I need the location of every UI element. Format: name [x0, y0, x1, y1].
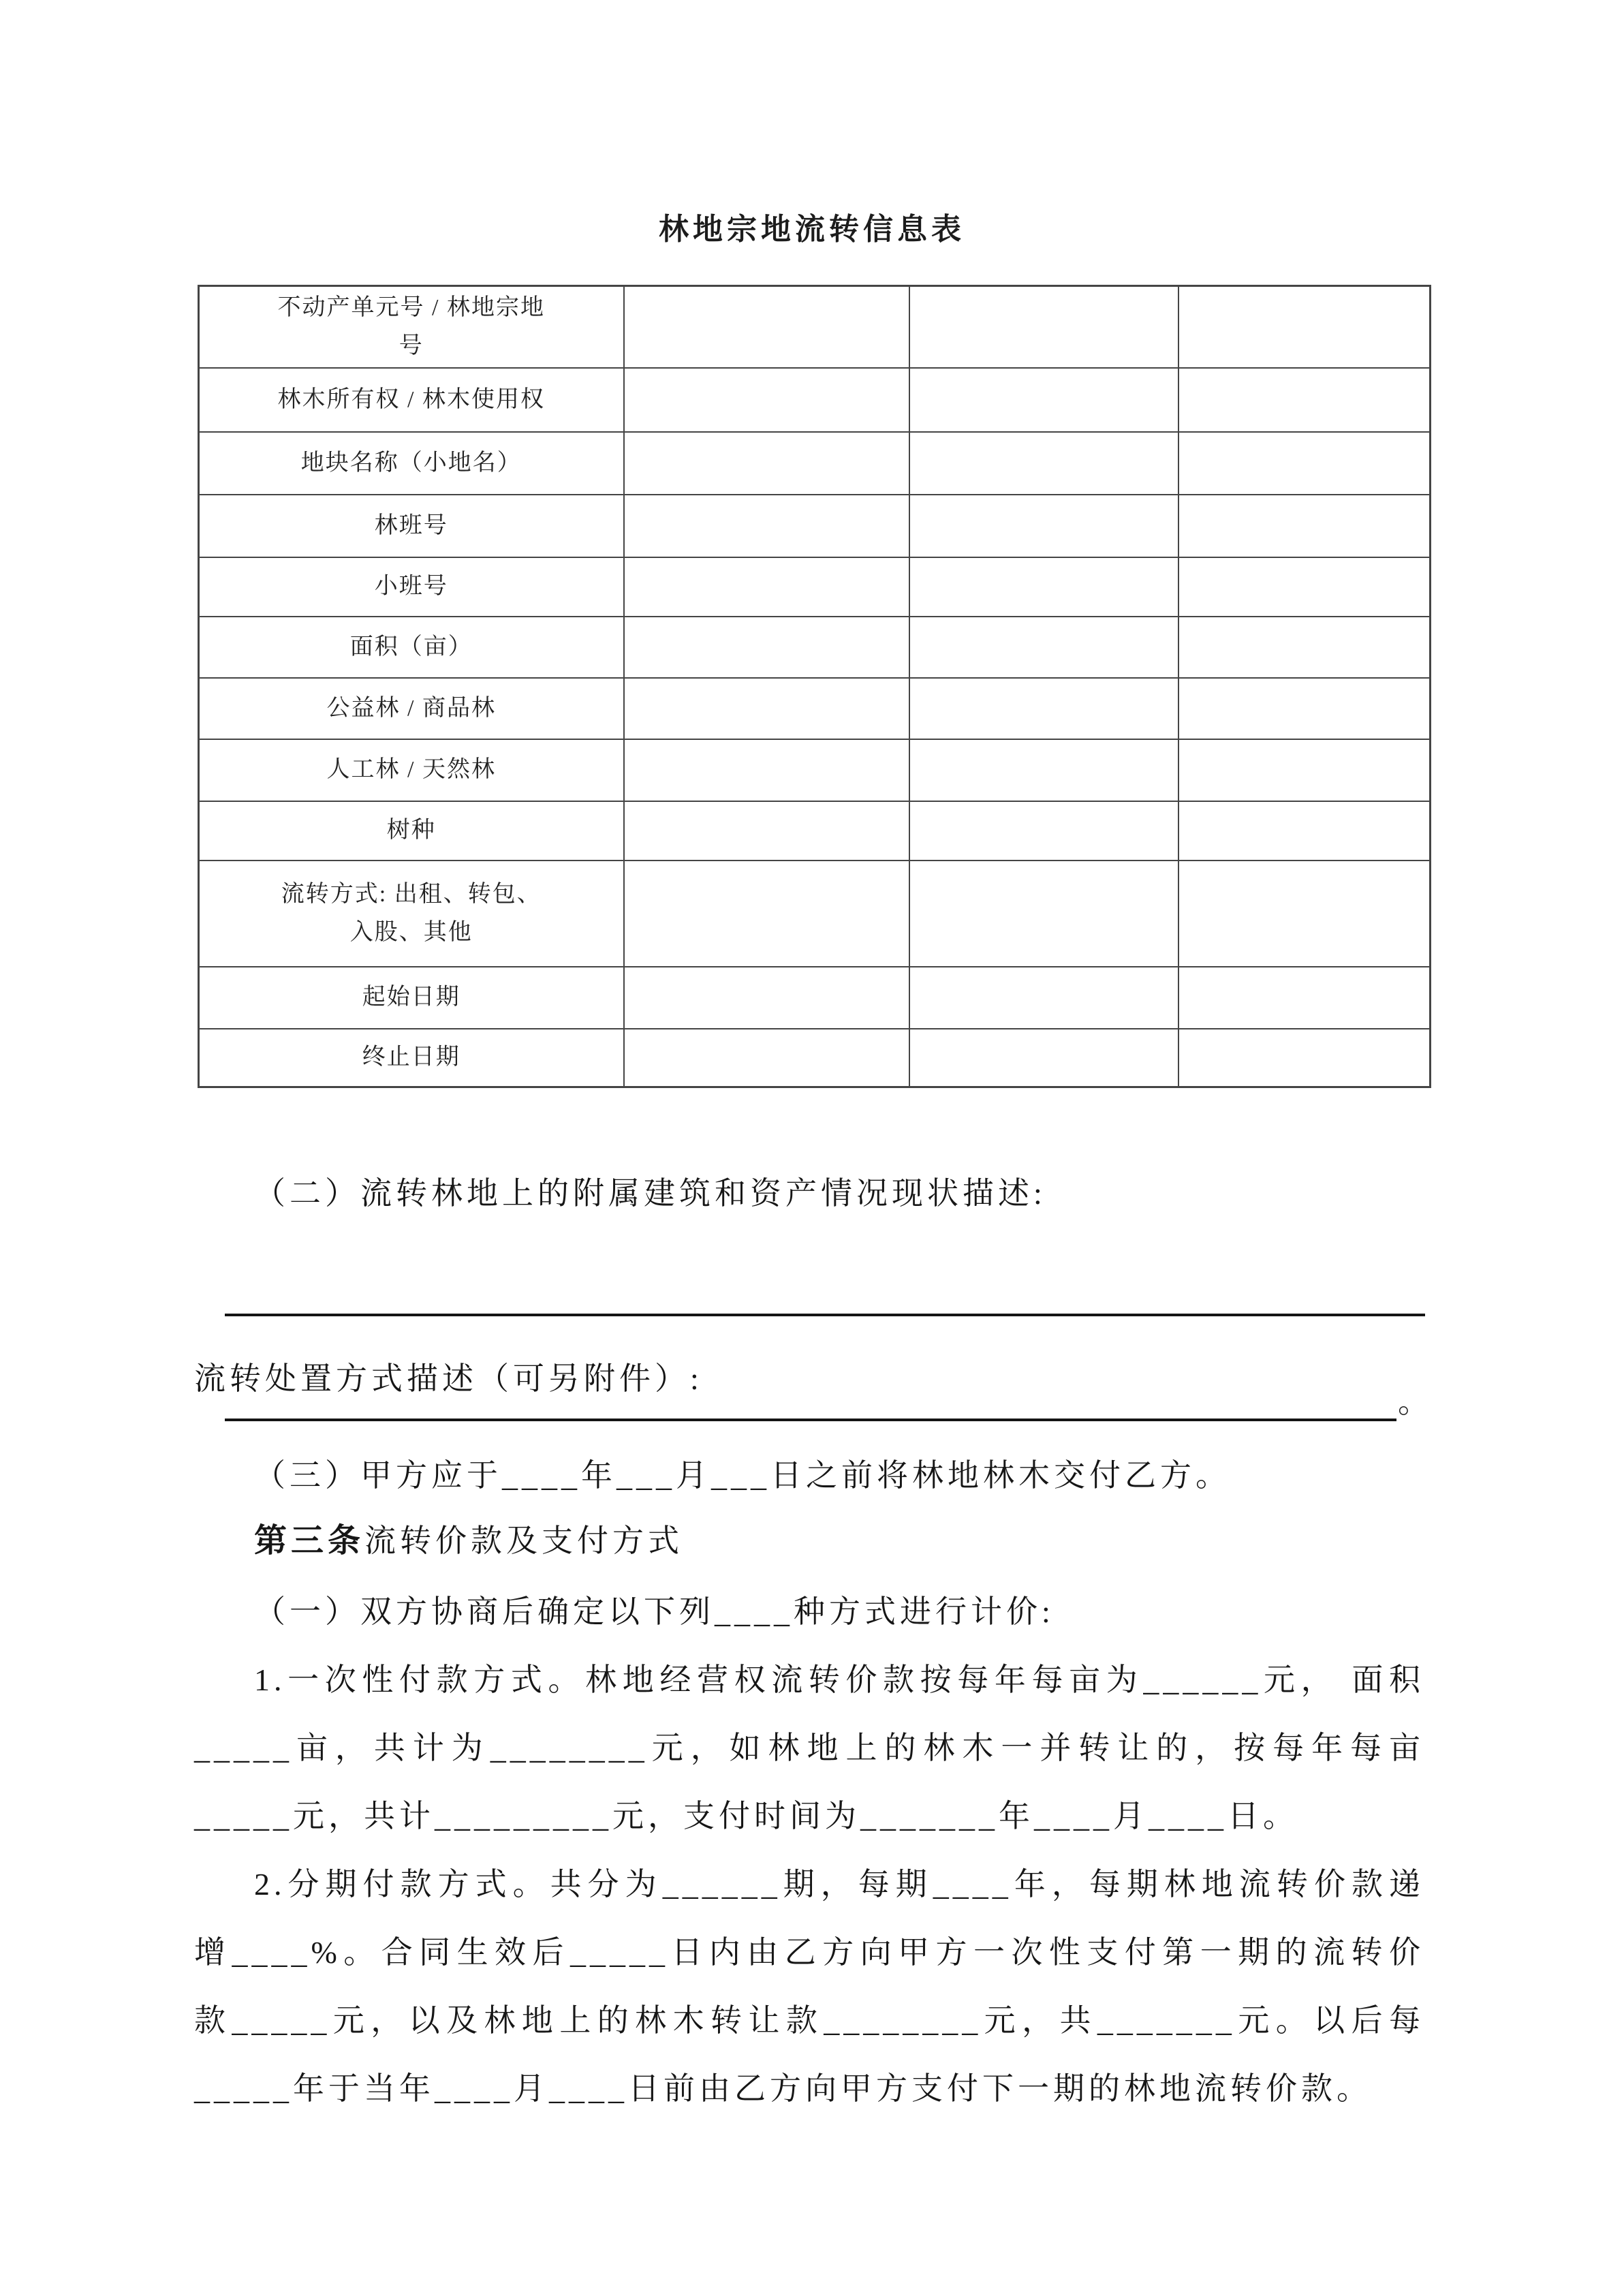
- field-label-cell: [199, 678, 624, 739]
- field-label: 面积（亩）: [349, 634, 473, 660]
- land-transfer-info-table: [198, 285, 1431, 1088]
- blank-value-cell: [1178, 368, 1431, 432]
- blank-value-cell: [1178, 286, 1431, 368]
- blank-value-cell: [1178, 861, 1431, 967]
- blank-value-cell: [909, 861, 1178, 967]
- section-2-heading: （二）流转林地上的附属建筑和资产情况现状描述:: [254, 1176, 1046, 1211]
- table-row: [199, 617, 1431, 678]
- disposal-description-label: 流转处置方式描述（可另附件）:: [194, 1361, 703, 1396]
- field-label: 树种: [386, 818, 436, 843]
- field-label: 林木所有权 / 林木使用权: [277, 386, 545, 412]
- table-row: [199, 861, 1431, 967]
- page-title: 林地宗地流转信息表: [659, 213, 965, 246]
- field-label-cell: [199, 368, 624, 432]
- blank-value-cell: [1178, 967, 1431, 1029]
- field-label: 流转方式: 出租、转包、: [281, 881, 542, 907]
- table-row: [199, 678, 1431, 739]
- table-row: [199, 286, 1431, 368]
- blank-value-cell: [1178, 1029, 1431, 1087]
- table-row: [199, 368, 1431, 432]
- field-label: 起始日期: [362, 985, 460, 1010]
- blank-value-cell: [624, 1029, 909, 1087]
- blank-value-cell: [1178, 617, 1431, 678]
- table-row: [199, 1029, 1431, 1087]
- blank-rule: [225, 1387, 1396, 1421]
- blank-value-cell: [624, 739, 909, 801]
- fill-in-blank-line: [225, 1286, 1425, 1316]
- para2-line2: 增____%。合同生效后_____日内由乙方向甲方一次性支付第一期的流转价: [194, 1935, 1424, 1970]
- field-label: 终止日期: [362, 1044, 460, 1070]
- field-label-cell: [199, 617, 624, 678]
- blank-value-cell: [624, 557, 909, 617]
- blank-value-cell: [909, 739, 1178, 801]
- para2-line4: _____年于当年____月____日前由乙方向甲方支付下一期的林地流转价款。: [194, 2071, 1372, 2106]
- table-row: [199, 432, 1431, 495]
- field-label-cell: [199, 557, 624, 617]
- table-row: [199, 801, 1431, 861]
- blank-value-cell: [909, 495, 1178, 557]
- blank-value-cell: [624, 286, 909, 368]
- table-row: [199, 557, 1431, 617]
- field-label-cell: [199, 967, 624, 1029]
- field-label: 号: [399, 332, 424, 358]
- blank-value-cell: [624, 368, 909, 432]
- blank-value-cell: [909, 678, 1178, 739]
- article-3-number: 第三条: [254, 1523, 365, 1559]
- section-1-heading: （一）双方协商后确定以下列____种方式进行计价:: [254, 1594, 1055, 1629]
- blank-value-cell: [1178, 557, 1431, 617]
- blank-value-cell: [909, 432, 1178, 495]
- field-label-cell: [199, 739, 624, 801]
- para1-line2: _____亩，共计为________元，如林地上的林木一并转让的，按每年每亩: [194, 1731, 1424, 1765]
- field-label: 不动产单元号 / 林地宗地: [277, 294, 545, 320]
- blank-value-cell: [624, 801, 909, 861]
- blank-value-cell: [624, 861, 909, 967]
- blank-line-period: 。: [1398, 1384, 1429, 1419]
- field-label-cell: [199, 801, 624, 861]
- field-label-cell: [199, 432, 624, 495]
- blank-value-cell: [909, 286, 1178, 368]
- blank-value-cell: [624, 432, 909, 495]
- blank-value-cell: [1178, 432, 1431, 495]
- field-label: 人工林 / 天然林: [326, 757, 496, 782]
- blank-value-cell: [909, 967, 1178, 1029]
- blank-value-cell: [1178, 495, 1431, 557]
- blank-value-cell: [909, 557, 1178, 617]
- field-label-cell: [199, 495, 624, 557]
- blank-value-cell: [909, 801, 1178, 861]
- field-label: 小班号: [374, 574, 448, 599]
- para2-line1: 2.分期付款方式。共分为______期，每期____年，每期林地流转价款递: [254, 1867, 1424, 1902]
- blank-value-cell: [624, 678, 909, 739]
- para2-line3: 款_____元，以及林地上的林木转让款________元，共_______元。以后每: [194, 2003, 1424, 2038]
- blank-value-cell: [624, 617, 909, 678]
- blank-value-cell: [909, 1029, 1178, 1087]
- field-label: 地块名称（小地名）: [300, 450, 522, 476]
- table-row: [199, 739, 1431, 801]
- field-label: 入股、其他: [349, 919, 473, 945]
- field-label: 公益林 / 商品林: [326, 695, 496, 721]
- blank-value-cell: [624, 495, 909, 557]
- fill-in-blank-line: [225, 1383, 1429, 1421]
- field-label-cell: [199, 1029, 624, 1087]
- article-3-heading: [194, 1521, 1424, 1562]
- blank-value-cell: [1178, 801, 1431, 861]
- para1-line3: _____元，共计_________元，支付时间为_______年____月____日。: [194, 1799, 1298, 1833]
- blank-value-cell: [909, 617, 1178, 678]
- field-label-cell: [199, 861, 624, 967]
- blank-value-cell: [624, 967, 909, 1029]
- field-label-cell: [199, 286, 624, 368]
- section-3-heading: （三）甲方应于____年___月___日之前将林地林木交付乙方。: [254, 1458, 1231, 1493]
- blank-value-cell: [909, 368, 1178, 432]
- para1-line1: 1.一次性付款方式。林地经营权流转价款按每年每亩为______元， 面积: [254, 1662, 1424, 1697]
- blank-value-cell: [1178, 678, 1431, 739]
- article-3-title: 流转价款及支付方式: [364, 1523, 684, 1558]
- field-label: 林班号: [374, 512, 448, 538]
- table-row: [199, 495, 1431, 557]
- table-row: [199, 967, 1431, 1029]
- blank-value-cell: [1178, 739, 1431, 801]
